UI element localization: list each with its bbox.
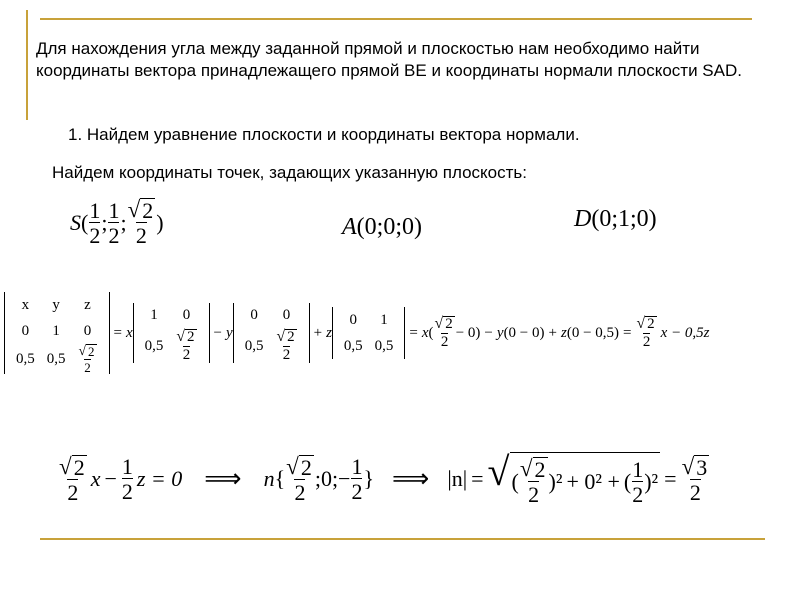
s-y-fraction: $\frac{1}{2}$ — [108, 197, 120, 248]
point-d-label: D — [574, 206, 592, 232]
point-a-coords: (0;0;0) — [356, 214, 422, 240]
implies-arrow-2: ⟹ — [392, 464, 430, 494]
decor-bottom-line — [40, 538, 765, 540]
magnitude-result: √ 3 2 — [681, 452, 708, 505]
implies-arrow-1: ⟹ — [204, 464, 242, 494]
point-d-coords: (0;1;0) — [591, 206, 657, 232]
normal-vector-label: n — [263, 466, 275, 492]
minor-y: 0 0 0,5 √ 2 2 — [233, 303, 310, 364]
magnitude-radical: √ ( √ 2 2 ) ² + 0² + ( $\frac{1}{2}$ ) ² — [487, 449, 659, 508]
decor-left-line — [26, 10, 28, 120]
point-a-label: A — [342, 214, 357, 240]
point-s-label: S — [70, 209, 81, 235]
step-1-heading: 1. Найдем уравнение плоскости и координаты вектора нормали. — [68, 125, 580, 144]
normal-magnitude: |n| — [447, 466, 468, 492]
plane-coef-x: √ 2 2 — [59, 452, 85, 505]
minor-x: 1 0 0,5 √ 2 2 — [133, 303, 210, 364]
point-s: S ( $\frac{1}{2}$ ; $\frac{1}{2}$ ; √ 2 2 ) — [70, 196, 164, 249]
point-d — [574, 206, 657, 233]
minor-z: 0 1 0,5 0,5 — [332, 307, 406, 359]
main-determinant: x y z 0 1 0 0,5 0,5 √ 2 2 — [4, 292, 110, 374]
decor-top-line — [40, 18, 752, 20]
s-x-fraction: $\frac{1}{2}$ — [89, 197, 101, 248]
determinant-expansion: x y z 0 1 0 0,5 0,5 √ 2 2 = x 1 0 0,5 √ 2 2 − y 0 0 0,5 √ 2 2 + z 0 1 0,5 0,5 = x ( √ 2 2 − 0) − y (0 − 0) + z (0 − 0,5) = √ 2 2 x − 0,5z — [4, 292, 710, 374]
s-z-fraction: √ 2 2 — [127, 196, 154, 249]
normal-vector-line: √ 2 2 x − $\frac{1}{2}$ z = 0 ⟹ n { √ 2 2 ;0;− $\frac{1}{2}$ } ⟹ |n| = √ ( √ 2 2 ) ² + 0² + ( $\frac{1}{2}$ ) ² = √ 3 2 — [59, 449, 708, 508]
points-heading: Найдем координаты точек, задающих указанную плоскость: — [52, 163, 527, 182]
intro-paragraph: Для нахождения угла между заданной прямой и плоскостью нам необходимо найти координаты вектора принадлежащего прямой BE и координаты нормали плоскости SAD. — [36, 39, 742, 80]
point-a — [342, 214, 422, 241]
